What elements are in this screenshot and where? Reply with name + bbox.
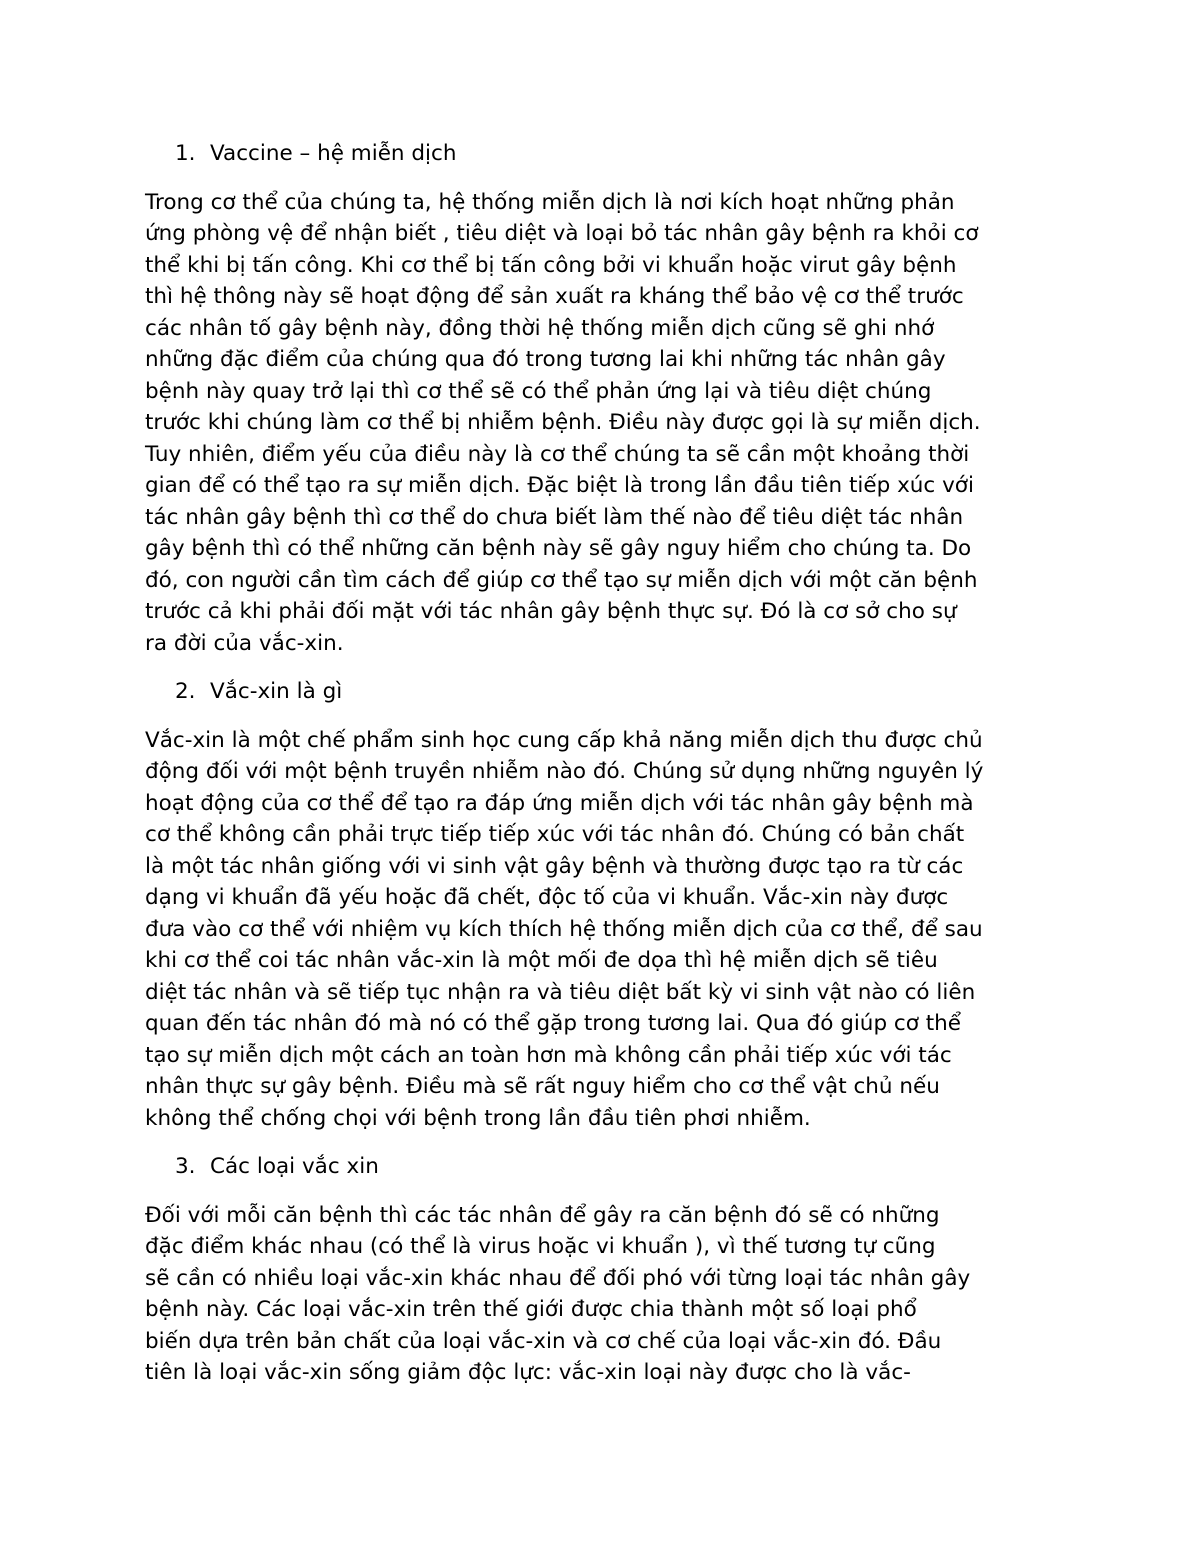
text-line: thì hệ thông này sẽ hoạt động để sản xuất ra kháng thể bảo vệ cơ thể trước bbox=[145, 284, 964, 309]
text-line: thể khi bị tấn công. Khi cơ thể bị tấn công bởi vi khuẩn hoặc virut gây bệnh bbox=[145, 252, 957, 278]
text-line: Vắc-xin là một chế phẩm sinh học cung cấp khả năng miễn dịch thu được chủ bbox=[145, 727, 983, 753]
text-line: gian để có thể tạo ra sự miễn dịch. Đặc biệt là trong lần đầu tiên tiếp xúc với bbox=[145, 473, 974, 498]
section-heading-1 bbox=[145, 138, 1065, 170]
text-line: Tuy nhiên, điểm yếu của điều này là cơ thể chúng ta sẽ cần một khoảng thời bbox=[145, 441, 970, 467]
text-line: không thể chống chọi với bệnh trong lần đầu tiên phơi nhiễm. bbox=[145, 1105, 811, 1131]
text-line: đặc điểm khác nhau (có thể là virus hoặc vi khuẩn ), vì thế tương tự cũng bbox=[145, 1234, 936, 1259]
section-heading-2 bbox=[145, 676, 1065, 708]
text-line: Đối với mỗi căn bệnh thì các tác nhân để gây ra căn bệnh đó sẽ có những bbox=[145, 1202, 940, 1228]
section-heading-3 bbox=[145, 1151, 1065, 1183]
text-line: động đối với một bệnh truyền nhiễm nào đó. Chúng sử dụng những nguyên lý bbox=[145, 759, 984, 784]
text-line: gây bệnh thì có thể những căn bệnh này sẽ gây nguy hiểm cho chúng ta. Do bbox=[145, 536, 972, 561]
section-number: 3. bbox=[175, 1154, 196, 1179]
text-line: bệnh này. Các loại vắc-xin trên thế giới được chia thành một số loại phổ bbox=[145, 1297, 917, 1322]
section-number: 2. bbox=[175, 679, 196, 704]
text-line: đưa vào cơ thể với nhiệm vụ kích thích hệ thống miễn dịch của cơ thể, để sau bbox=[145, 916, 983, 942]
text-line: nhân thực sự gây bệnh. Điều mà sẽ rất nguy hiểm cho cơ thể vật chủ nếu bbox=[145, 1074, 940, 1099]
text-line: tạo sự miễn dịch một cách an toàn hơn mà không cần phải tiếp xúc với tác bbox=[145, 1042, 952, 1068]
text-line: là một tác nhân giống với vi sinh vật gây bệnh và thường được tạo ra từ các bbox=[145, 853, 964, 879]
section-paragraph-1 bbox=[145, 187, 1065, 660]
text-line: đó, con người cần tìm cách để giúp cơ thể tạo sự miễn dịch với một căn bệnh bbox=[145, 567, 978, 593]
section-title: Các loại vắc xin bbox=[210, 1154, 379, 1179]
text-line: khi cơ thể coi tác nhân vắc-xin là một mối đe dọa thì hệ miễn dịch sẽ tiêu bbox=[145, 948, 938, 973]
text-line: cơ thể không cần phải trực tiếp tiếp xúc với tác nhân đó. Chúng có bản chất bbox=[145, 822, 965, 847]
text-line: trước cả khi phải đối mặt với tác nhân gây bệnh thực sự. Đó là cơ sở cho sự bbox=[145, 599, 957, 624]
text-line: quan đến tác nhân đó mà nó có thể gặp trong tương lai. Qua đó giúp cơ thể bbox=[145, 1011, 962, 1036]
text-line: ra đời của vắc-xin. bbox=[145, 630, 344, 656]
text-line: tiên là loại vắc-xin sống giảm độc lực: vắc-xin loại này được cho là vắc- bbox=[145, 1360, 911, 1385]
text-line: dạng vi khuẩn đã yếu hoặc đã chết, độc tố của vi khuẩn. Vắc-xin này được bbox=[145, 885, 949, 910]
text-line: sẽ cần có nhiều loại vắc-xin khác nhau để đối phó với từng loại tác nhân gây bbox=[145, 1265, 971, 1291]
section-paragraph-3 bbox=[145, 1200, 1065, 1389]
text-line: biến dựa trên bản chất của loại vắc-xin và cơ chế của loại vắc-xin đó. Đầu bbox=[145, 1328, 942, 1354]
document-body bbox=[145, 138, 1065, 1406]
section-number: 1. bbox=[175, 141, 196, 166]
text-line: trước khi chúng làm cơ thể bị nhiễm bệnh. Điều này được gọi là sự miễn dịch. bbox=[145, 410, 981, 435]
text-line: các nhân tố gây bệnh này, đồng thời hệ thống miễn dịch cũng sẽ ghi nhớ bbox=[145, 315, 935, 341]
text-line: Trong cơ thể của chúng ta, hệ thống miễn dịch là nơi kích hoạt những phản bbox=[145, 189, 955, 215]
section-title: Vaccine – hệ miễn dịch bbox=[210, 141, 457, 166]
text-line: những đặc điểm của chúng qua đó trong tương lai khi những tác nhân gây bbox=[145, 347, 946, 372]
text-line: hoạt động của cơ thể để tạo ra đáp ứng miễn dịch với tác nhân gây bệnh mà bbox=[145, 790, 974, 816]
text-line: ứng phòng vệ để nhận biết , tiêu diệt và loại bỏ tác nhân gây bệnh ra khỏi cơ bbox=[145, 221, 979, 246]
text-line: bệnh này quay trở lại thì cơ thể sẽ có thể phản ứng lại và tiêu diệt chúng bbox=[145, 378, 932, 404]
text-line: tác nhân gây bệnh thì cơ thể do chưa biết làm thế nào để tiêu diệt tác nhân bbox=[145, 504, 964, 530]
section-paragraph-2 bbox=[145, 725, 1065, 1135]
text-line: diệt tác nhân và sẽ tiếp tục nhận ra và tiêu diệt bất kỳ vi sinh vật nào có liên bbox=[145, 979, 976, 1005]
section-title: Vắc-xin là gì bbox=[210, 679, 343, 704]
